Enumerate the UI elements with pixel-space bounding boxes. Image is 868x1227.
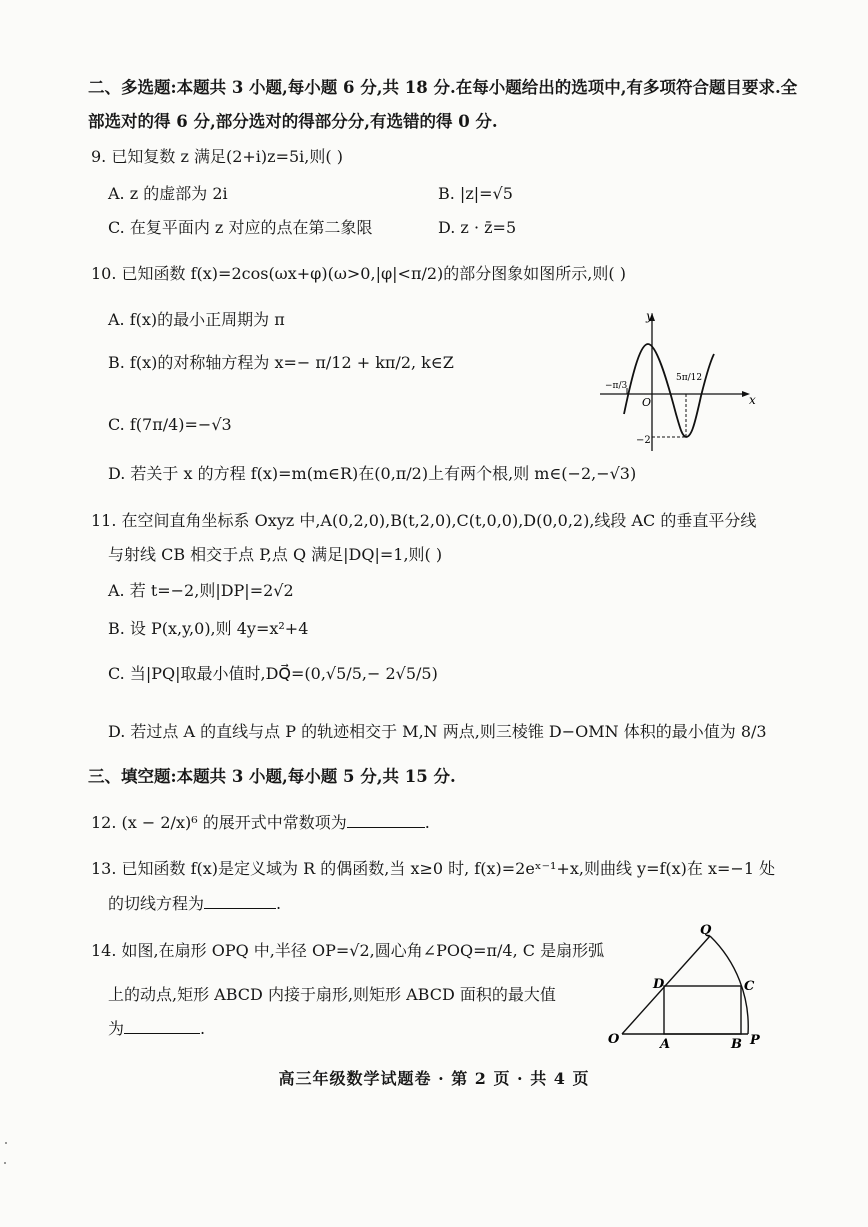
section-heading-multi-choice-cont: 部选对的得 6 分,部分选对的得部分分,有选错的得 0 分. — [88, 112, 498, 131]
tick-label-right: 5π/12 — [676, 373, 703, 383]
q9-option-c: C. 在复平面内 z 对应的点在第二象限 — [108, 218, 373, 237]
label-q: Q — [700, 923, 712, 938]
label-d: D — [653, 977, 665, 992]
q14-sector-figure — [600, 920, 770, 1052]
q14-answer-blank[interactable] — [124, 1032, 200, 1034]
q11-option-d: D. 若过点 A 的直线与点 P 的轨迹相交于 M,N 两点,则三棱锥 D−OMN 体积的最小值为 8/3 — [108, 722, 767, 741]
rectangle-abcd — [664, 986, 741, 1034]
q11-stem-line1: 11. 在空间直角坐标系 Oxyz 中,A(0,2,0),B(t,2,0),C(t,0,0),D(0,0,2),线段 AC 的垂直平分线 — [91, 511, 757, 530]
q14-line3 — [108, 1018, 205, 1040]
label-c: C — [744, 979, 755, 994]
q14-end: . — [200, 1019, 206, 1038]
segment-oq — [622, 936, 710, 1034]
q12-answer-blank[interactable] — [347, 826, 425, 828]
q12-end: . — [424, 813, 430, 832]
q10-option-b: B. f(x)的对称轴方程为 x=− π/12 + kπ/2, k∈Z — [108, 353, 454, 372]
cosine-curve — [624, 344, 714, 437]
q10-option-c: C. f(7π/4)=−√3 — [108, 415, 232, 434]
section-heading-multi-choice: 二、多选题:本题共 3 小题,每小题 6 分,共 18 分.在每小题给出的选项中,有多项符合题目要求.全 — [88, 78, 798, 97]
q11-option-b: B. 设 P(x,y,0),则 4y=x²+4 — [108, 619, 309, 638]
q13-line1: 13. 已知函数 f(x)是定义域为 R 的偶函数,当 x≥0 时, f(x)=2eˣ⁻¹+x,则曲线 y=f(x)在 x=−1 处 — [91, 859, 776, 878]
page-footer: 高三年级数学试题卷 · 第 2 页 · 共 4 页 — [278, 1069, 590, 1088]
section-heading-fill-blank: 三、填空题:本题共 3 小题,每小题 5 分,共 15 分. — [88, 767, 456, 786]
tick-label-left: −π/3 — [605, 381, 628, 391]
q14-line2: 上的动点,矩形 ABCD 内接于扇形,则矩形 ABCD 面积的最大值 — [108, 985, 556, 1004]
q10-stem: 10. 已知函数 f(x)=2cos(ωx+φ)(ω>0,|φ|<π/2)的部分图象如图所示,则( ) — [91, 264, 626, 283]
q14-line1: 14. 如图,在扇形 OPQ 中,半径 OP=√2,圆心角∠POQ=π/4, C 是扇形弧 — [91, 941, 605, 960]
tick-label-y: −2 — [636, 435, 651, 446]
q10-option-a: A. f(x)的最小正周期为 π — [108, 310, 285, 329]
label-b: B — [731, 1037, 742, 1052]
q13-end: . — [276, 894, 282, 913]
q9-option-a: A. z 的虚部为 2i — [108, 184, 228, 203]
q11-option-a: A. 若 t=−2,则|DP|=2√2 — [108, 581, 294, 600]
label-a: A — [660, 1037, 671, 1052]
q9-stem: 9. 已知复数 z 满足(2+i)z=5i,则( ) — [91, 147, 343, 166]
q13-line2 — [108, 893, 281, 915]
x-axis-label: x — [749, 393, 756, 407]
q12-text: 12. (x − 2/x)⁶ 的展开式中常数项为 — [91, 813, 347, 832]
q12-line — [91, 812, 430, 834]
q9-option-d: D. z · z̄=5 — [438, 218, 517, 237]
label-p: P — [750, 1033, 760, 1048]
q10-cosine-graph — [596, 306, 758, 456]
q13-answer-blank[interactable] — [204, 907, 276, 909]
q11-stem-line2: 与射线 CB 相交于点 P,点 Q 满足|DQ|=1,则( ) — [108, 545, 443, 564]
q13-text: 的切线方程为 — [108, 894, 205, 913]
q10-option-d: D. 若关于 x 的方程 f(x)=m(m∈R)在(0,π/2)上有两个根,则 m∈(−2,−√3) — [108, 464, 637, 483]
label-o: O — [608, 1032, 620, 1047]
scan-speck — [4, 1162, 6, 1164]
arc-pq — [710, 936, 748, 1034]
origin-label: O — [642, 396, 652, 409]
y-axis-label: y — [646, 309, 653, 323]
scan-speck — [5, 1142, 7, 1144]
q14-text: 为 — [108, 1019, 125, 1038]
q11-option-c: C. 当|PQ|取最小值时,DQ⃗=(0,√5/5,− 2√5/5) — [108, 664, 438, 683]
q9-option-b: B. |z|=√5 — [438, 184, 513, 203]
